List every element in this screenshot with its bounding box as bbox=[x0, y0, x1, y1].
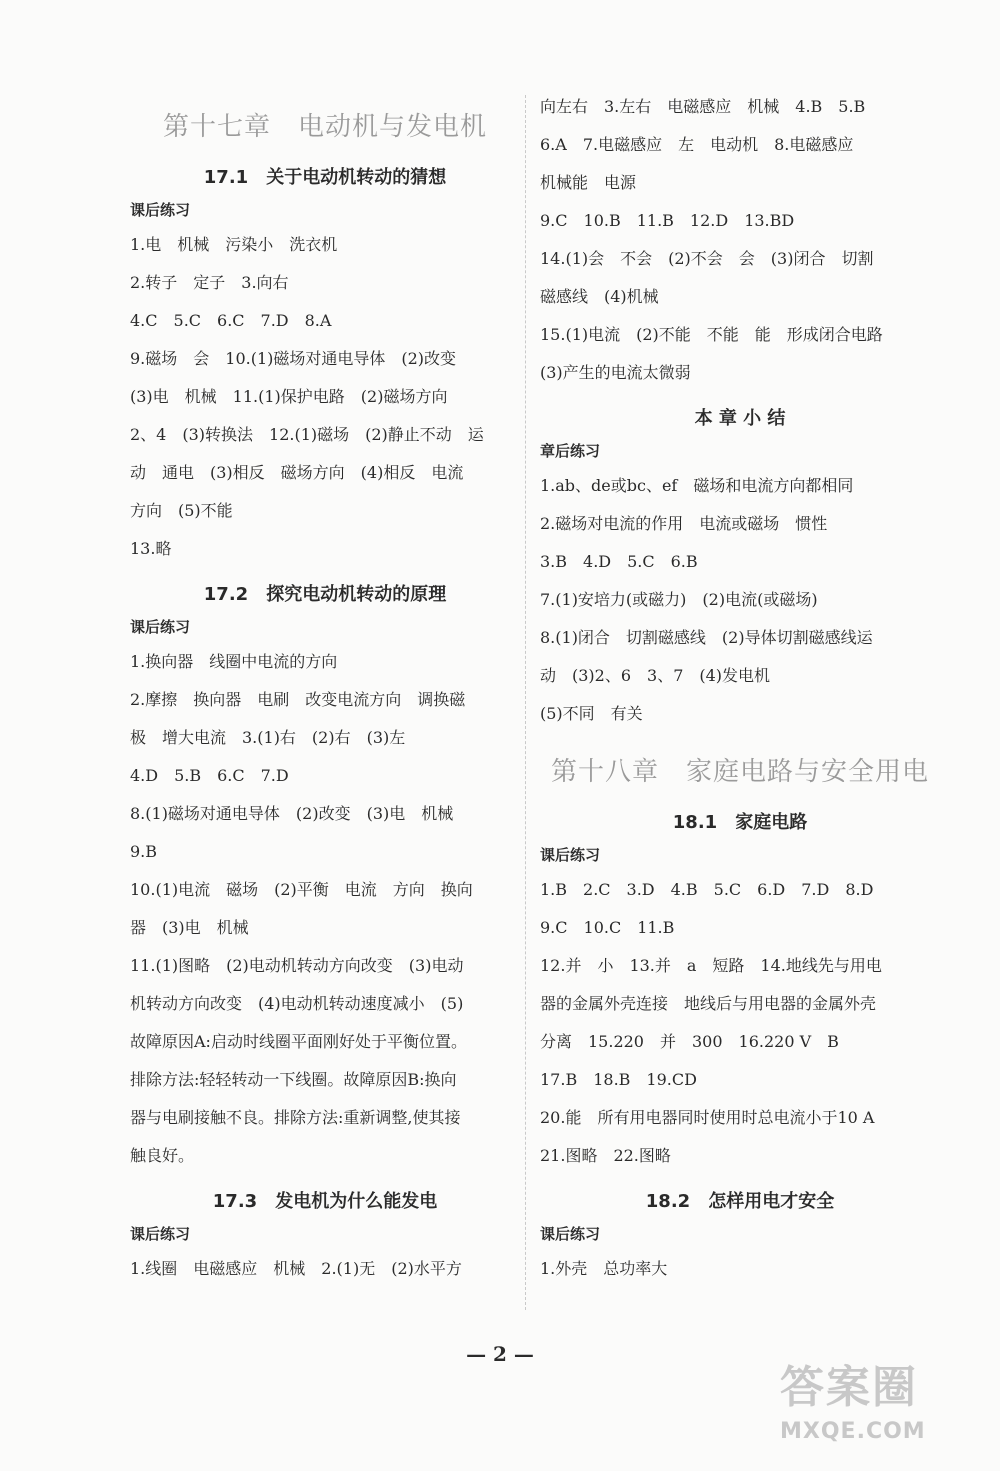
answer-line: 1.外壳 总功率大 bbox=[540, 1259, 668, 1278]
answer-line: 1.B 2.C 3.D 4.B 5.C 6.D 7.D 8.D bbox=[540, 880, 874, 899]
answer-line: 7.(1)安培力(或磁力) (2)电流(或磁场) bbox=[540, 590, 818, 609]
answer-line: 3.B 4.D 5.C 6.B bbox=[540, 552, 698, 571]
section-17-3-label: 课后练习 bbox=[130, 1225, 191, 1243]
answer-line: 20.能 所有用电器同时使用时总电流小于10 A bbox=[540, 1108, 875, 1127]
section-17-3-answers bbox=[130, 1250, 520, 1288]
section-17-1-label: 课后练习 bbox=[130, 201, 191, 219]
answer-line: 1.ab、de或bc、ef 磁场和电流方向都相同 bbox=[540, 476, 854, 495]
answer-line: 21.图略 22.图略 bbox=[540, 1146, 671, 1165]
answer-line: 1.线圈 电磁感应 机械 2.(1)无 (2)水平方 bbox=[130, 1259, 462, 1278]
section-17-1-answers bbox=[130, 226, 520, 568]
answer-line: 12.并 小 13.并 a 短路 14.地线先与用电 bbox=[540, 956, 882, 975]
answer-line: 4.D 5.B 6.C 7.D bbox=[130, 766, 289, 785]
answer-line: 磁感线 (4)机械 bbox=[540, 287, 659, 306]
section-17-2-answers bbox=[130, 643, 520, 1175]
answer-line: 器的金属外壳连接 地线后与用电器的金属外壳 bbox=[540, 994, 877, 1013]
answer-line: (3)电 机械 11.(1)保护电路 (2)磁场方向 bbox=[130, 387, 448, 406]
answer-line: 1.电 机械 污染小 洗衣机 bbox=[130, 235, 338, 254]
section-17-1-title: 17.1 关于电动机转动的猜想 bbox=[203, 167, 447, 188]
answer-line: (3)产生的电流太微弱 bbox=[540, 363, 691, 382]
answer-line: 动 (3)2、6 3、7 (4)发电机 bbox=[540, 666, 771, 685]
section-17-3-answers-continued bbox=[540, 88, 940, 392]
section-18-2-answers bbox=[540, 1250, 940, 1288]
answer-line: 器 (3)电 机械 bbox=[130, 918, 249, 937]
answer-line: 向左右 3.左右 电磁感应 机械 4.B 5.B bbox=[540, 97, 866, 116]
answer-line: 分离 15.220 并 300 16.220 V B bbox=[540, 1032, 839, 1051]
answer-line: 2.转子 定子 3.向右 bbox=[130, 273, 289, 292]
answer-line: 机转动方向改变 (4)电动机转动速度减小 (5) bbox=[130, 994, 464, 1013]
chapter-summary-answers bbox=[540, 467, 940, 733]
left-column bbox=[130, 88, 520, 1288]
answer-line: 器与电刷接触不良。排除方法:重新调整,使其接 bbox=[130, 1108, 461, 1127]
answer-line: 4.C 5.C 6.C 7.D 8.A bbox=[130, 311, 332, 330]
answer-line: 1.换向器 线圈中电流的方向 bbox=[130, 652, 338, 671]
chapter-18-title: 第十八章 家庭电路与安全用电 bbox=[550, 757, 929, 787]
watermark-url: MXQE.COM bbox=[780, 1419, 926, 1444]
answer-line: 动 通电 (3)相反 磁场方向 (4)相反 电流 bbox=[130, 463, 464, 482]
answer-line: 9.C 10.B 11.B 12.D 13.BD bbox=[540, 211, 795, 230]
column-divider bbox=[525, 95, 527, 1310]
answer-line: 9.磁场 会 10.(1)磁场对通电导体 (2)改变 bbox=[130, 349, 457, 368]
answer-line: 8.(1)磁场对通电导体 (2)改变 (3)电 机械 bbox=[130, 804, 454, 823]
right-column bbox=[540, 88, 940, 1288]
answer-line: 排除方法:轻轻转动一下线圈。故障原因B:换向 bbox=[130, 1070, 457, 1089]
answer-line: (5)不同 有关 bbox=[540, 704, 643, 723]
answer-line: 2.摩擦 换向器 电刷 改变电流方向 调换磁 bbox=[130, 690, 466, 709]
watermark-logo: 答案圈 bbox=[780, 1362, 918, 1413]
answer-line: 9.C 10.C 11.B bbox=[540, 918, 675, 937]
section-18-1-title: 18.1 家庭电路 bbox=[672, 812, 808, 833]
answer-line: 14.(1)会 不会 (2)不会 会 (3)闭合 切割 bbox=[540, 249, 874, 268]
section-18-1-answers bbox=[540, 871, 940, 1175]
answer-line: 方向 (5)不能 bbox=[130, 501, 233, 520]
answer-line: 11.(1)图略 (2)电动机转动方向改变 (3)电动 bbox=[130, 956, 464, 975]
chapter-17-title: 第十七章 电动机与发电机 bbox=[162, 112, 487, 142]
answer-line: 机械能 电源 bbox=[540, 173, 637, 192]
answer-line: 9.B bbox=[130, 842, 158, 861]
section-18-2-label: 课后练习 bbox=[540, 1225, 601, 1243]
answer-line: 2、4 (3)转换法 12.(1)磁场 (2)静止不动 运 bbox=[130, 425, 484, 444]
answer-line: 15.(1)电流 (2)不能 不能 能 形成闭合电路 bbox=[540, 325, 883, 344]
chapter-summary-label: 章后练习 bbox=[540, 442, 601, 460]
chapter-summary-title: 本 章 小 结 bbox=[694, 408, 786, 429]
answer-line: 6.A 7.电磁感应 左 电动机 8.电磁感应 bbox=[540, 135, 854, 154]
answer-line: 17.B 18.B 19.CD bbox=[540, 1070, 697, 1089]
answer-line: 10.(1)电流 磁场 (2)平衡 电流 方向 换向 bbox=[130, 880, 473, 899]
section-17-3-title: 17.3 发电机为什么能发电 bbox=[212, 1191, 438, 1212]
answer-line: 13.略 bbox=[130, 539, 172, 558]
answer-line: 8.(1)闭合 切割磁感线 (2)导体切割磁感线运 bbox=[540, 628, 873, 647]
section-17-2-label: 课后练习 bbox=[130, 618, 191, 636]
answer-line: 触良好。 bbox=[130, 1146, 195, 1165]
page-number: — 2 — bbox=[466, 1342, 534, 1366]
section-17-2-title: 17.2 探究电动机转动的原理 bbox=[203, 584, 447, 605]
answer-line: 2.磁场对电流的作用 电流或磁场 惯性 bbox=[540, 514, 828, 533]
watermark bbox=[780, 1351, 980, 1461]
answer-line: 极 增大电流 3.(1)右 (2)右 (3)左 bbox=[130, 728, 406, 747]
answer-line: 故障原因A:启动时线圈平面刚好处于平衡位置。 bbox=[130, 1032, 467, 1051]
section-18-1-label: 课后练习 bbox=[540, 846, 601, 864]
section-18-2-title: 18.2 怎样用电才安全 bbox=[645, 1191, 835, 1212]
